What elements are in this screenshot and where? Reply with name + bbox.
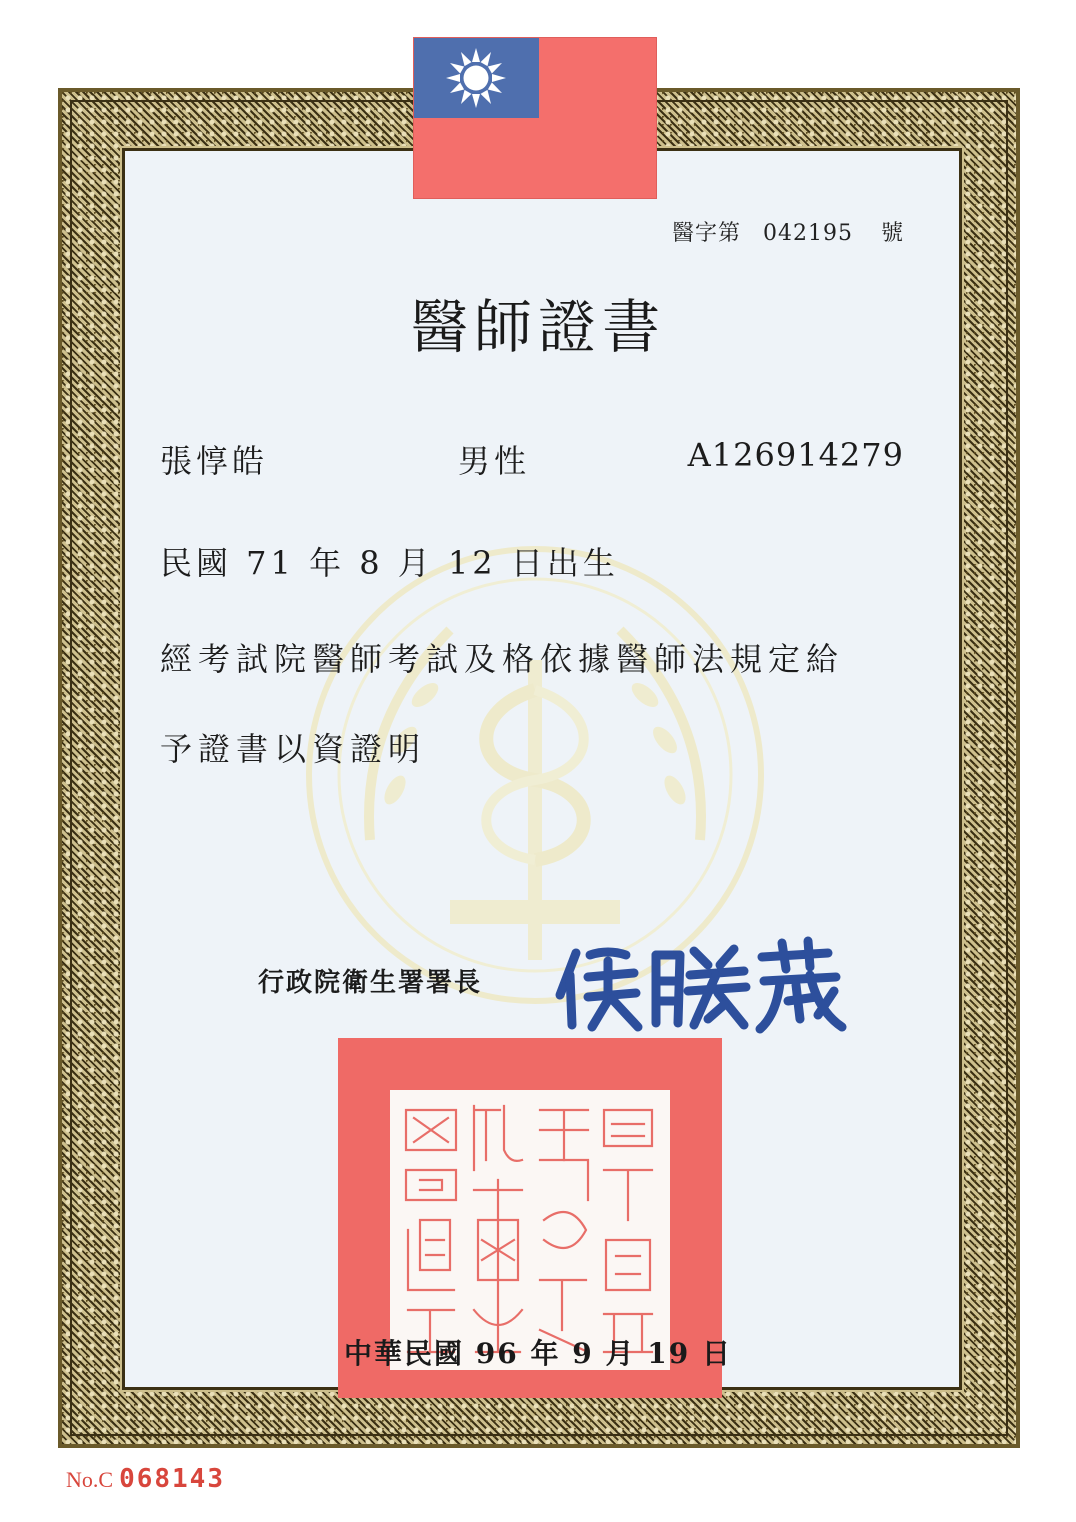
holder-name: 張惇皓 — [160, 442, 269, 480]
certification-statement-line-1: 經考試院醫師考試及格依據醫師法規定給 — [160, 640, 845, 678]
seal-inner — [390, 1090, 670, 1370]
serial-number — [66, 1464, 225, 1494]
seal-script-icon — [390, 1090, 670, 1370]
certificate-number — [672, 216, 904, 247]
issuer-title: 行政院衛生署署長 — [258, 968, 483, 998]
certificate-number-prefix: 醫字第 — [671, 221, 741, 246]
serial-number-prefix: No.C — [66, 1467, 114, 1492]
serial-number-value: 068143 — [119, 1464, 225, 1494]
flag-canton — [414, 38, 539, 118]
birth-date-line: 民國 71 年 8 月 12 日出生 — [160, 544, 619, 582]
certificate-title: 醫師證書 — [409, 293, 666, 361]
certification-statement-line-2: 予證書以資證明 — [160, 730, 427, 768]
holder-gender: 男性 — [458, 442, 531, 480]
handwritten-signature — [548, 935, 848, 1035]
white-sun-icon — [414, 38, 539, 118]
certificate-number-value: 042195 — [763, 221, 853, 246]
certificate-number-suffix: 號 — [880, 221, 904, 246]
issue-date: 中華民國 96 年 9 月 19 日 — [344, 1337, 732, 1370]
holder-id-number: A126914279 — [687, 436, 904, 474]
roc-flag-icon — [414, 38, 656, 198]
